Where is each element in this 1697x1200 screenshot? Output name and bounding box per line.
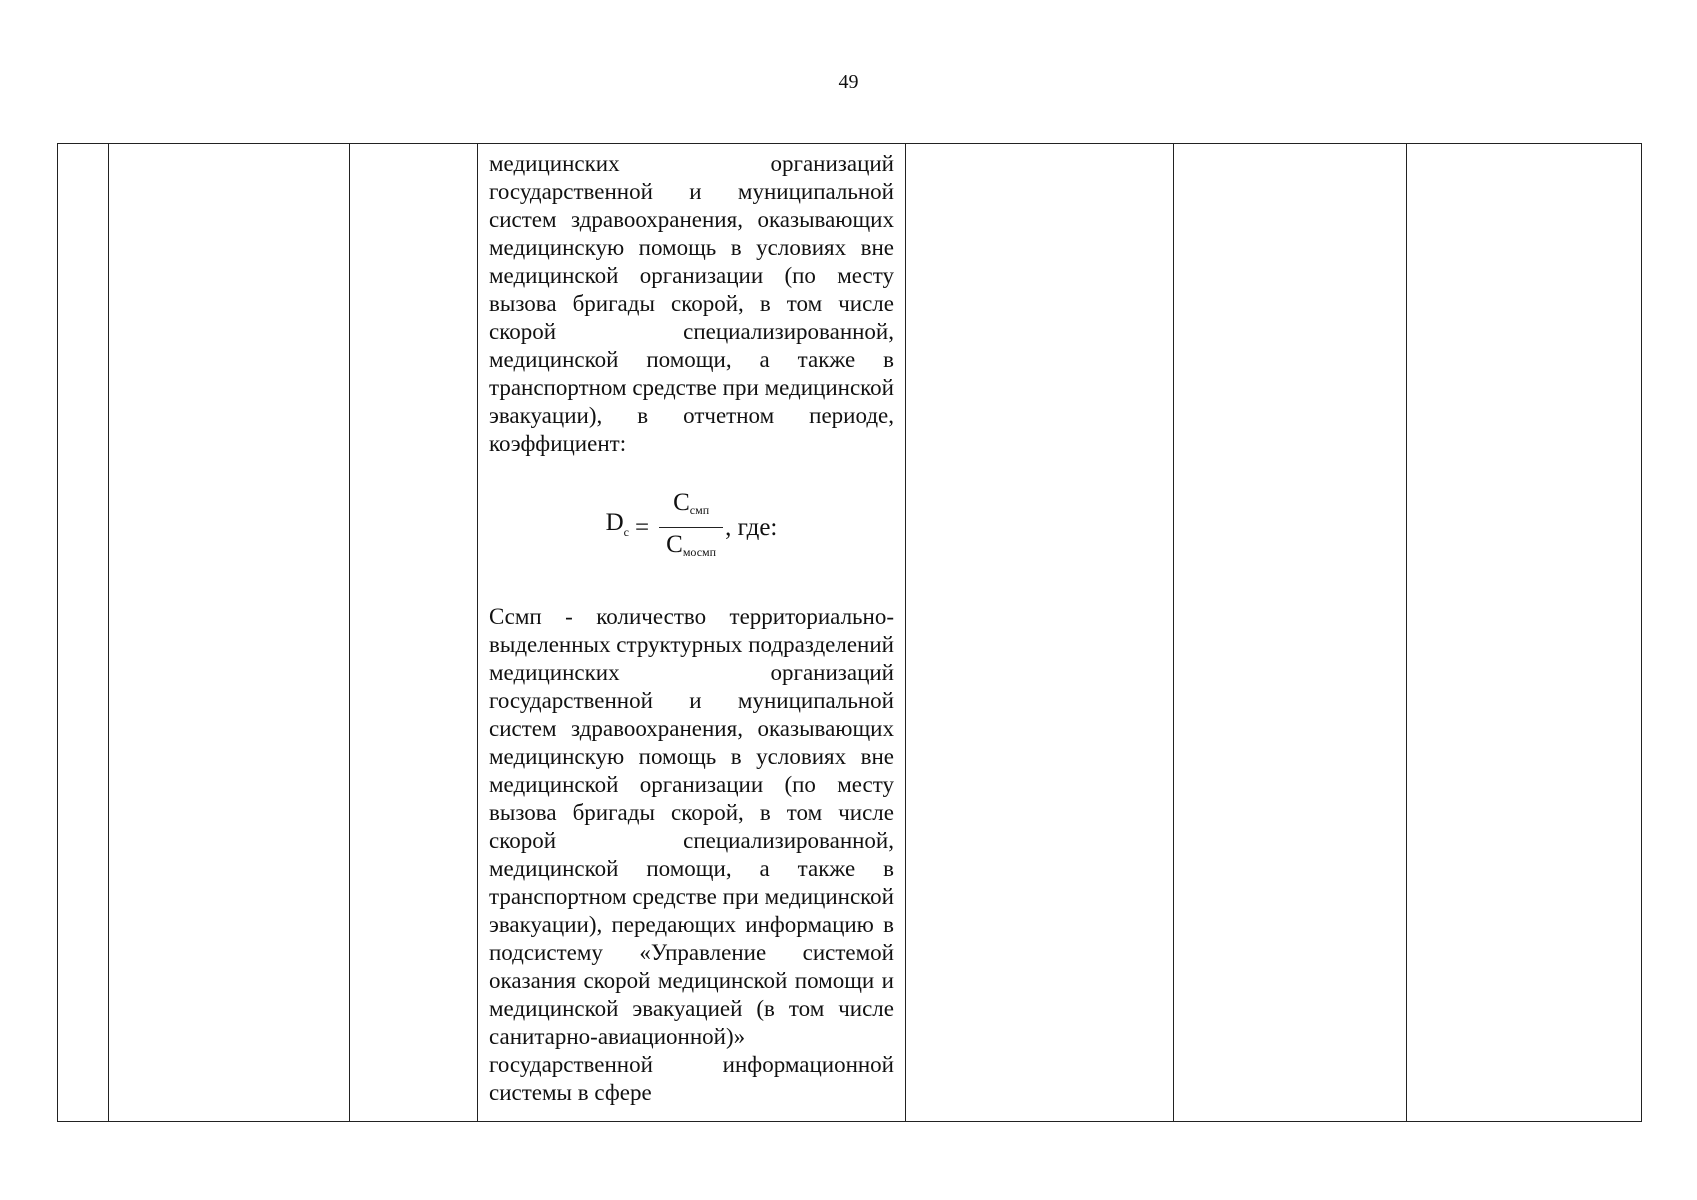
table-cell-name (109, 144, 350, 1122)
formula-denominator: $C_{мосмп}$ (666, 531, 717, 559)
table-cell-unit (350, 144, 478, 1122)
description-text (478, 144, 905, 1107)
formula (489, 488, 894, 567)
document-table (57, 143, 1642, 1122)
formula-equals: = (635, 513, 650, 541)
page-number: 49 (838, 71, 859, 93)
formula-suffix: , где: (725, 513, 778, 541)
table-cell-description (478, 144, 906, 1122)
table-cell-empty-6 (1174, 144, 1407, 1122)
formula-fraction (659, 488, 723, 567)
fraction-bar (659, 527, 723, 528)
formula-numerator: $C_{смп}$ (673, 489, 710, 517)
formula-lhs: $D_c$ (605, 509, 629, 539)
table-cell-empty-5 (906, 144, 1174, 1122)
table-row (58, 144, 1642, 1122)
table-cell-number (58, 144, 109, 1122)
description-paragraph-1: медицинских организаций государственной и муниципальной систем здравоохранения, оказывающих медицинскую помощь в условиях вне медицинской организации (по месту вызова бригады скорой, в том числе скорой специализированной, медицинской помощи, а также в транспортном средстве при медицинской эвакуации), в отчетном периоде, коэффициент: (489, 151, 894, 456)
table-cell-empty-7 (1407, 144, 1642, 1122)
description-paragraph-2: Ссмп - количество территориально-выделенных структурных подразделений медицинских организаций государственной и муниципальной систем здравоохранения, оказывающих медицинскую помощь в условиях вне медицинской организации (по месту вызова бригады скорой, в том числе скорой специализированной, медицинской помощи, а также в транспортном средстве при медицинской эвакуации), передающих информацию в подсистему «Управление системой оказания скорой медицинской помощи и медицинской эвакуацией (в том числе санитарно-авиационной)» государственной информационной системы в сфере (489, 604, 894, 1105)
